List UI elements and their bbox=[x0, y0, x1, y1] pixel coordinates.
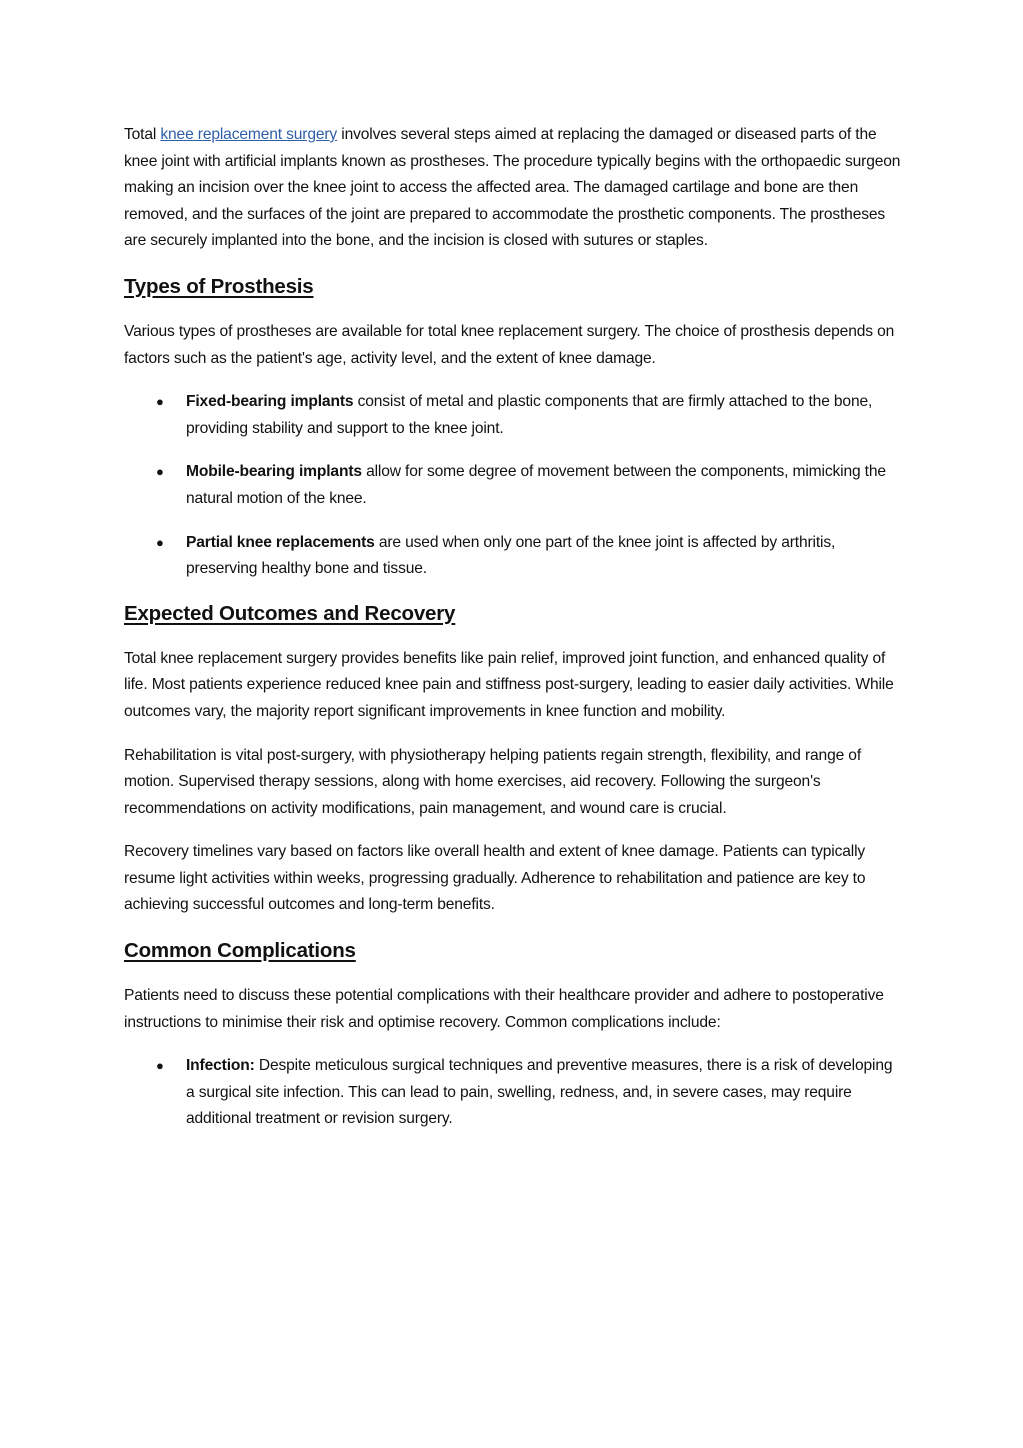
list-item-term: Partial knee replacements bbox=[186, 533, 375, 551]
intro-paragraph bbox=[124, 122, 904, 255]
complications-intro-paragraph: Patients need to discuss these potential complications with their healthcare provider and adhere to postoperative instructions to minimise their risk and optimise recovery. Common complications include: bbox=[124, 987, 884, 1031]
types-intro-paragraph: Various types of prostheses are available for total knee replacement surgery. The choice of prosthesis depends on factors such as the patient's age, activity level, and the extent of knee damage. bbox=[124, 322, 895, 367]
bullet-icon: ● bbox=[156, 534, 164, 550]
list-item-fixed-bearing bbox=[124, 389, 904, 442]
outcomes-paragraph: Total knee replacement surgery provides benefits like pain relief, improved joint function, and enhanced quality of life. Most patients experience reduced knee pain and stiffness post-surgery, leading to easier daily activities. While outcomes vary, the majority report significant improvements in knee function and mobility. bbox=[124, 649, 894, 720]
knee-replacement-surgery-link[interactable]: knee replacement surgery bbox=[160, 126, 338, 143]
list-item-text: Despite meticulous surgical techniques and preventive measures, there is a risk of developing a surgical site infection. This can lead to pain, swelling, redness, and, in severe cases, may require additional treatment or revision surgery. bbox=[186, 1057, 893, 1128]
list-item-text: consist of metal and plastic components that are firmly attached to the bone, providing stability and support to the knee joint. bbox=[186, 393, 873, 437]
list-item-term: Infection: bbox=[186, 1057, 255, 1075]
bullet-icon: ● bbox=[156, 1058, 164, 1074]
heading-common-complications: Common Complications bbox=[124, 939, 356, 963]
heading-expected-outcomes: Expected Outcomes and Recovery bbox=[124, 601, 456, 625]
prosthesis-types-list bbox=[124, 389, 904, 583]
intro-prefix: Total bbox=[124, 126, 161, 143]
recovery-timeline-paragraph: Recovery timelines vary based on factors like overall health and extent of knee damage. Patients can typically resume light activities within weeks, progressing gradually. Adherence to rehabilitation and patience are key to achieving successful outcomes and long-term benefits. bbox=[124, 843, 866, 914]
list-item-mobile-bearing bbox=[124, 459, 904, 512]
list-item-text: allow for some degree of movement between the components, mimicking the natural motion of the knee. bbox=[186, 463, 886, 507]
bullet-icon: ● bbox=[156, 464, 164, 480]
intro-suffix: involves several steps aimed at replacing the damaged or diseased parts of the knee joint with artificial implants known as prostheses. The procedure typically begins with the orthopaedic surgeon making an incision over the knee joint to access the affected area. The damaged cartilage and bone are then removed, and the surfaces of the joint are prepared to accommodate the prosthetic components. The prostheses are securely implanted into the bone, and the incision is closed with sutures or staples. bbox=[124, 126, 901, 250]
rehabilitation-paragraph: Rehabilitation is vital post-surgery, with physiotherapy helping patients regain strength, flexibility, and range of motion. Supervised therapy sessions, along with home exercises, aid recovery. Following the surgeon's recommendations on activity modifications, pain management, and wound care is crucial. bbox=[124, 746, 862, 817]
list-item-partial-knee bbox=[124, 530, 904, 583]
heading-types-of-prosthesis: Types of Prosthesis bbox=[124, 274, 314, 298]
list-item-infection bbox=[124, 1053, 904, 1133]
bullet-icon: ● bbox=[156, 394, 164, 410]
complications-list bbox=[124, 1053, 904, 1133]
list-item-text: are used when only one part of the knee joint is affected by arthritis, preserving healthy bone and tissue. bbox=[186, 533, 836, 578]
list-item-term: Mobile-bearing implants bbox=[186, 463, 362, 481]
list-item-term: Fixed-bearing implants bbox=[186, 393, 354, 411]
document-page bbox=[124, 122, 904, 1133]
